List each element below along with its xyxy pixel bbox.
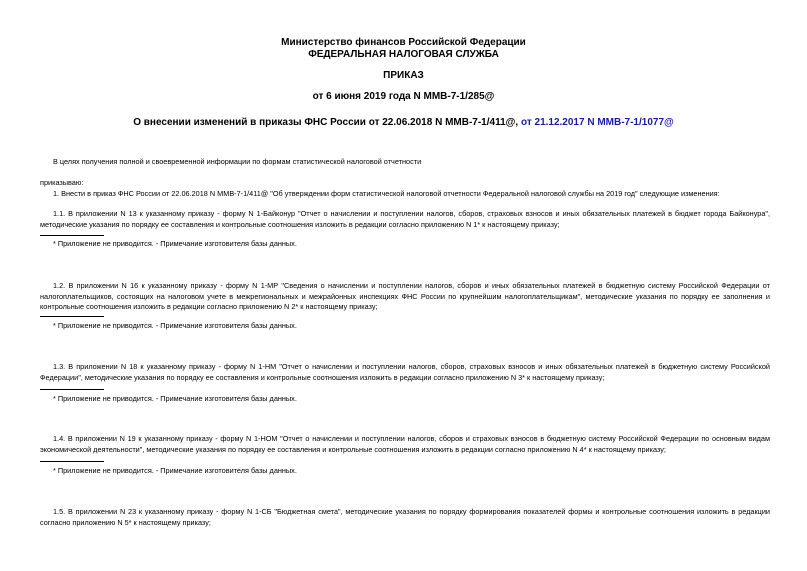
item-1-3-paragraph: 1.3. В приложении N 18 к указанному приказу - форму N 1-НМ "Отчет о начислении и поступлении налогов, сборов, страховых взносов и иных обязательных платежей в бюджетную систему Российской Федерации", методические указания по порядку ее составления и контрольные соотношения изложить в редакции согласно приложению N 3* к настоящему приказу; bbox=[40, 362, 770, 382]
item-1-2-paragraph: 1.2. В приложении N 16 к указанному приказу - форму N 1-МР "Сведения о начислении и поступлении налогов, сборов и иных обязательных платежей в бюджетную систему Российской Федерации от налогоплательщиков, состоящих на налоговом учете в межрегиональных и межрайонных инспекциях ФНС России по крупнейшим налогоплательщикам", методические указания по порядку ее заполнения и контрольные соотношения изложить в редакции согласно приложению N 2* к настоящему приказу; bbox=[40, 281, 770, 312]
document-type: ПРИКАЗ bbox=[383, 70, 424, 81]
footnote-2: * Приложение не приводится. - Примечание изготовителя базы данных. bbox=[53, 321, 297, 330]
footnote-divider bbox=[40, 235, 104, 236]
ministry-name: Министерство финансов Российской Федерации bbox=[281, 37, 526, 48]
item-1-1-paragraph: 1.1. В приложении N 13 к указанному приказу - форму N 1-Байконур "Отчет о начислении и поступлении налогов, сборов, страховых взносов и иных обязательных платежей в бюджет города Байконура", методические указания по порядку ее составления и контрольные соотношения изложить в редакции согласно приложению N 1* к настоящему приказу; bbox=[40, 209, 770, 229]
footnote-3: * Приложение не приводится. - Примечание изготовителя базы данных. bbox=[53, 394, 297, 403]
item-1-5-paragraph: 1.5. В приложении N 23 к указанному приказу - форму N 1-СБ "Бюджетная смета", методические указания по порядку формирования показателей формы и контрольные соотношения изложить в редакции согласно приложению N 5* к настоящему приказу; bbox=[40, 507, 770, 527]
document-title bbox=[0, 117, 807, 129]
document-date-number: от 6 июня 2019 года N ММВ-7-1/285@ bbox=[312, 91, 495, 102]
item-1-4-paragraph: 1.4. В приложении N 19 к указанному приказу - форму N 1-НОМ "Отчет о начислении и поступлении налогов, сборов и страховых взносов в бюджетную систему Российской Федерации по основным видам экономической деятельности", методические указания по порядку ее составления и контрольные соотношения изложить в редакции согласно приложению N 4* к настоящему приказу; bbox=[40, 434, 770, 454]
footnote-divider bbox=[40, 461, 104, 462]
document-title-text: О внесении изменений в приказы ФНС России от 22.06.2018 N ММВ-7-1/411@, bbox=[133, 117, 519, 128]
service-name: ФЕДЕРАЛЬНАЯ НАЛОГОВАЯ СЛУЖБА bbox=[308, 49, 499, 60]
document-title-link[interactable]: от 21.12.2017 N ММВ-7-1/1077@ bbox=[520, 117, 674, 128]
item-1-paragraph: 1. Внести в приказ ФНС России от 22.06.2018 N ММВ-7-1/411@ "Об утверждении форм статистической налоговой отчетности Федеральной налоговой службы на 2019 год" следующие изменения: bbox=[53, 189, 720, 198]
preamble-paragraph: В целях получения полной и своевременной информации по формам статистической налоговой отчетности bbox=[53, 157, 422, 166]
footnote-1: * Приложение не приводится. - Примечание изготовителя базы данных. bbox=[53, 239, 297, 248]
footnote-4: * Приложение не приводится. - Примечание изготовителя базы данных. bbox=[53, 466, 297, 475]
order-word: приказываю: bbox=[40, 178, 84, 187]
footnote-divider bbox=[40, 389, 104, 390]
footnote-divider bbox=[40, 316, 104, 317]
